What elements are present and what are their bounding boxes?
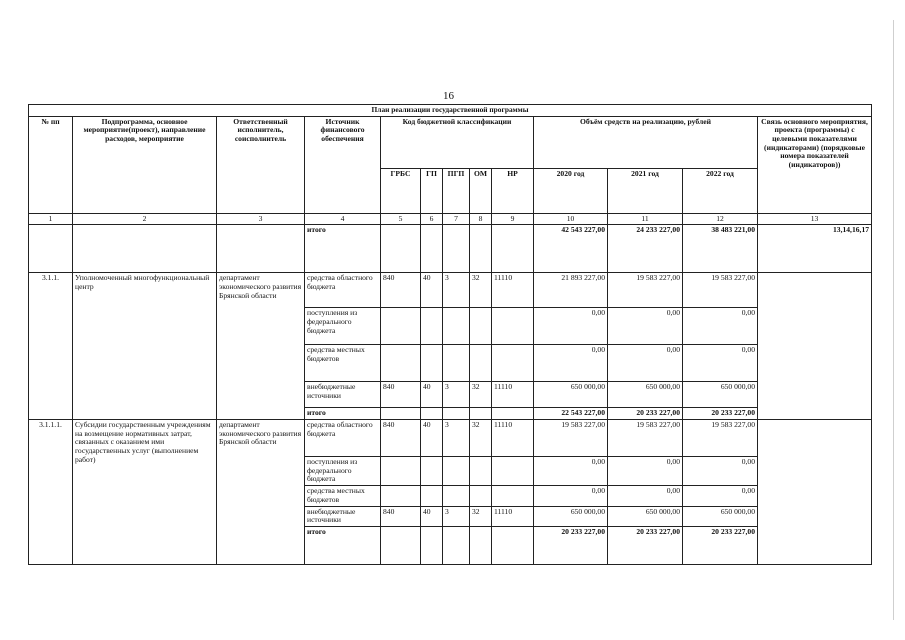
value-2020: 21 893 227,00 (534, 273, 608, 308)
value-2022: 19 583 227,00 (683, 419, 758, 456)
total-2022: 20 233 227,00 (683, 408, 758, 420)
gp-code (421, 486, 443, 506)
row-number: 3.1.1.1. (29, 419, 73, 564)
indicator-link-cell (758, 273, 872, 420)
header-2022: 2022 год (683, 168, 758, 213)
pgp-code (443, 486, 470, 506)
gp-code (421, 308, 443, 345)
value-2020: 650 000,00 (534, 506, 608, 526)
value-2020: 0,00 (534, 345, 608, 382)
total-2020: 20 233 227,00 (534, 526, 608, 564)
source-label: поступления из федерального бюджета (305, 308, 381, 345)
nr-code: 11110 (492, 506, 534, 526)
total-2020: 22 543 227,00 (534, 408, 608, 420)
col-number: 10 (534, 213, 608, 225)
source-label: поступления из федерального бюджета (305, 456, 381, 485)
empty-cell (421, 408, 443, 420)
empty-cell (443, 526, 470, 564)
pgp-code: 3 (443, 382, 470, 408)
grbs-code (381, 308, 421, 345)
total-2022: 20 233 227,00 (683, 526, 758, 564)
empty-cell (381, 408, 421, 420)
header-gp: ГП (421, 168, 443, 213)
value-2021: 0,00 (608, 308, 683, 345)
source-label: средства местных бюджетов (305, 345, 381, 382)
value-2020: 0,00 (534, 456, 608, 485)
header-subprogram: Подпрограмма, основное мероприятие(проект), направление расходов, мероприятие (73, 116, 217, 213)
value-2021: 19 583 227,00 (608, 273, 683, 308)
col-number: 8 (470, 213, 492, 225)
value-2022: 0,00 (683, 456, 758, 485)
pgp-code (443, 456, 470, 485)
col-number: 9 (492, 213, 534, 225)
header-grbs: ГРБС (381, 168, 421, 213)
col-number: 2 (73, 213, 217, 225)
value-2022: 0,00 (683, 345, 758, 382)
om-code (470, 456, 492, 485)
nr-code (492, 486, 534, 506)
header-nr: НР (492, 168, 534, 213)
value-2022: 19 583 227,00 (683, 273, 758, 308)
total-indicators: 13,14,16,17 (758, 225, 872, 273)
header-budget-code: Код бюджетной классификации (381, 116, 534, 168)
header-2020: 2020 год (534, 168, 608, 213)
pgp-code: 3 (443, 506, 470, 526)
source-label: средства местных бюджетов (305, 486, 381, 506)
total-2020: 42 543 227,00 (534, 225, 608, 273)
gp-code: 40 (421, 506, 443, 526)
col-number: 13 (758, 213, 872, 225)
gp-code (421, 345, 443, 382)
indicator-link-cell (758, 419, 872, 564)
empty-cell (421, 225, 443, 273)
grbs-code (381, 456, 421, 485)
measure-name: Уполномоченный многофункциональный центр (73, 273, 217, 420)
value-2022: 650 000,00 (683, 382, 758, 408)
gp-code: 40 (421, 382, 443, 408)
empty-cell (217, 225, 305, 273)
header-om: ОМ (470, 168, 492, 213)
header-pgp: ПГП (443, 168, 470, 213)
grbs-code (381, 345, 421, 382)
nr-code (492, 345, 534, 382)
value-2022: 0,00 (683, 486, 758, 506)
value-2021: 0,00 (608, 345, 683, 382)
page-number: 16 (443, 90, 454, 102)
executor-name: департамент экономического развития Брянской области (217, 273, 305, 420)
header-source: Источник финансового обеспечения (305, 116, 381, 213)
value-2020: 0,00 (534, 308, 608, 345)
om-code: 32 (470, 273, 492, 308)
empty-cell (470, 526, 492, 564)
value-2022: 0,00 (683, 308, 758, 345)
total-2021: 20 233 227,00 (608, 408, 683, 420)
om-code: 32 (470, 382, 492, 408)
total-2021: 20 233 227,00 (608, 526, 683, 564)
pgp-code: 3 (443, 419, 470, 456)
om-code (470, 345, 492, 382)
grbs-code: 840 (381, 419, 421, 456)
nr-code (492, 308, 534, 345)
grbs-code: 840 (381, 506, 421, 526)
gp-code: 40 (421, 273, 443, 308)
value-2021: 650 000,00 (608, 382, 683, 408)
col-number: 11 (608, 213, 683, 225)
empty-cell (492, 526, 534, 564)
col-number: 4 (305, 213, 381, 225)
empty-cell (381, 526, 421, 564)
source-label: средства областного бюджета (305, 419, 381, 456)
header-executor: Ответственный исполнитель, соисполнитель (217, 116, 305, 213)
header-2021: 2021 год (608, 168, 683, 213)
source-label: средства областного бюджета (305, 273, 381, 308)
pgp-code: 3 (443, 273, 470, 308)
value-2022: 650 000,00 (683, 506, 758, 526)
grbs-code (381, 486, 421, 506)
value-2020: 650 000,00 (534, 382, 608, 408)
om-code: 32 (470, 506, 492, 526)
plan-table (28, 104, 872, 565)
col-number: 6 (421, 213, 443, 225)
total-label: итого (305, 526, 381, 564)
col-number: 12 (683, 213, 758, 225)
empty-cell (421, 526, 443, 564)
empty-cell (492, 408, 534, 420)
value-2021: 650 000,00 (608, 506, 683, 526)
value-2020: 19 583 227,00 (534, 419, 608, 456)
total-label: итого (305, 408, 381, 420)
value-2021: 0,00 (608, 456, 683, 485)
table-caption: План реализации государственной программы (29, 105, 872, 117)
value-2021: 0,00 (608, 486, 683, 506)
om-code (470, 486, 492, 506)
page-edge-line (893, 20, 894, 620)
empty-cell (492, 225, 534, 273)
empty-cell (470, 225, 492, 273)
nr-code: 11110 (492, 419, 534, 456)
measure-name: Субсидии государственным учреждениям на возмещение нормативных затрат, связанных с оказанием ими государственных услуг (выполнением работ) (73, 419, 217, 564)
pgp-code (443, 308, 470, 345)
grbs-code: 840 (381, 273, 421, 308)
empty-cell (443, 225, 470, 273)
gp-code (421, 456, 443, 485)
total-2022: 38 483 221,00 (683, 225, 758, 273)
header-num: № пп (29, 116, 73, 213)
value-2020: 0,00 (534, 486, 608, 506)
header-volume: Объём средств на реализацию, рублей (534, 116, 758, 168)
col-number: 3 (217, 213, 305, 225)
col-number: 1 (29, 213, 73, 225)
grbs-code: 840 (381, 382, 421, 408)
total-label: итого (305, 225, 381, 273)
nr-code: 11110 (492, 382, 534, 408)
empty-cell (443, 408, 470, 420)
header-link: Связь основного мероприятия, проекта (программы) с целевыми показателями (индикаторами) (порядковые номера показателей (индикаторов)) (758, 116, 872, 213)
gp-code: 40 (421, 419, 443, 456)
empty-cell (73, 225, 217, 273)
source-label: внебюджетные источники (305, 506, 381, 526)
om-code (470, 308, 492, 345)
nr-code: 11110 (492, 273, 534, 308)
executor-name: департамент экономического развития Брянской области (217, 419, 305, 564)
empty-cell (29, 225, 73, 273)
col-number: 5 (381, 213, 421, 225)
om-code: 32 (470, 419, 492, 456)
col-number: 7 (443, 213, 470, 225)
empty-cell (381, 225, 421, 273)
row-number: 3.1.1. (29, 273, 73, 420)
nr-code (492, 456, 534, 485)
source-label: внебюджетные источники (305, 382, 381, 408)
value-2021: 19 583 227,00 (608, 419, 683, 456)
pgp-code (443, 345, 470, 382)
total-2021: 24 233 227,00 (608, 225, 683, 273)
empty-cell (470, 408, 492, 420)
